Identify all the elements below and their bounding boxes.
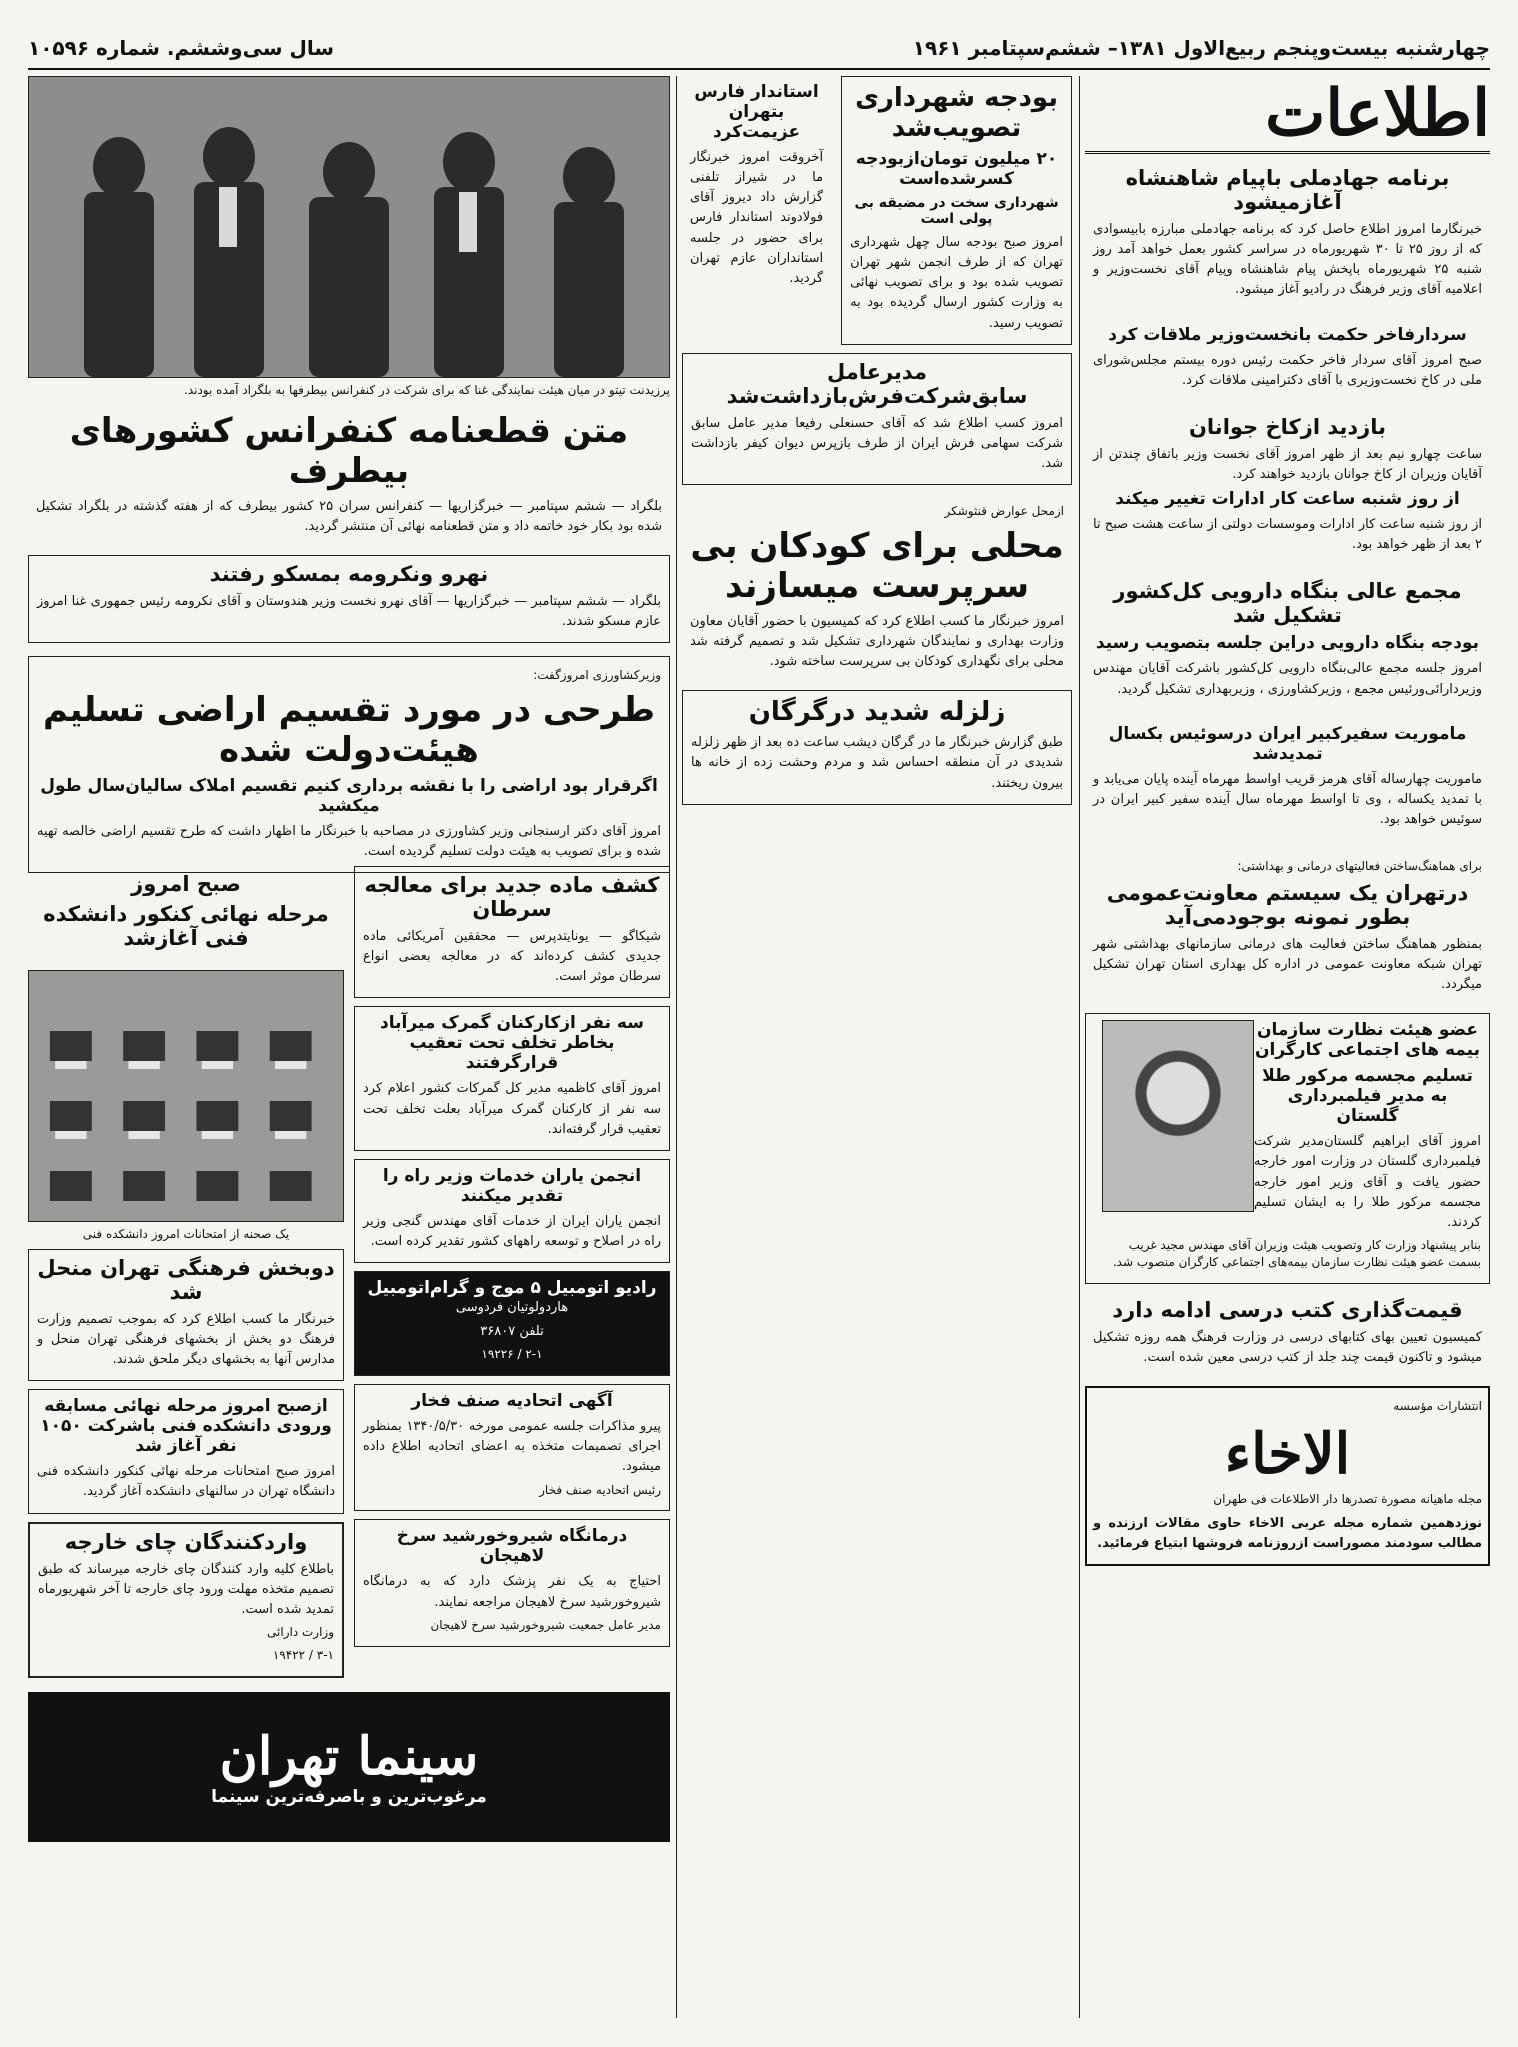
column-middle: [682, 76, 1072, 2018]
top-row: [682, 76, 1072, 353]
article-pharma: [1085, 573, 1490, 709]
headline: متن قطعنامه کنفرانس کشورهای بیطرف: [69, 410, 629, 491]
kicker: برای هماهنگ‌ساختن فعالیتهای درمانی و بهداشتی:: [1237, 859, 1482, 874]
article-school: [28, 1249, 344, 1381]
portrait-photo: [1102, 1020, 1254, 1212]
newspaper-page: [28, 28, 1490, 2018]
article-body: از روز شنبه ساعت کار ادارات وموسسات دولتی از ساعت هشت صبح تا ۲ بعد از ظهر خواهد بود.: [1093, 517, 1482, 553]
article-conference: [28, 405, 670, 547]
headline: دوبخش فرهنگی تهران منحل شد: [37, 1255, 335, 1304]
headline: طرحی در مورد تقسیم اراضی تسلیم هیئت‌دولت شده: [43, 689, 655, 770]
ad-label: انتشارات مؤسسه: [1393, 1398, 1482, 1413]
article-plan: [1085, 160, 1490, 311]
headline: واردکنندگان چای خارجه: [64, 1529, 308, 1554]
headline: بازدید ازکاخ جوانان: [1189, 414, 1386, 439]
column-right: [1085, 76, 1490, 2018]
article-health: [1085, 848, 1490, 1005]
article-body: احتیاج به یک نفر پزشک دارد که به درمانگاه شیروخورشید سرخ لاهیجان مراجعه نمایند.: [363, 1574, 661, 1610]
article-body: طبق گزارش خبرنگار ما در گرگان دیشب ساعت ده بعد از ظهر زلزله شدیدی در آن منطقه احساس شد و مردم وحشت زده از خانه ها بیرون ریختند.: [691, 735, 1063, 791]
article-body: شیکاگو — یونایتدپرس — محققین آمریکائی ماده جدیدی کشف کرده‌اند که در معالجه بعضی انواع سرطان موثر است.: [363, 929, 661, 985]
subheadline: ۲۰ میلیون تومان‌ازبودجه کسرشده‌است: [855, 149, 1058, 189]
headline: مرحله نهائی کنکور دانشکده فنی آغازشد: [43, 902, 329, 950]
article-body: کمیسیون تعیین بهای کتابهای درسی در وزارت فرهنگ همه روزه تشکیل میشود و تاکنون قیمت چند جلد از کتب درسی معین شده است.: [1093, 1329, 1482, 1365]
top-bar: [28, 28, 1490, 70]
article-ceo: [682, 353, 1072, 485]
article-body: خبرنگار ما کسب اطلاع کرد که بموجب تصمیم وزارت فرهنگ دو بخش از بخشهای فرهنگی تهران منحل و مدارس آنها به بخشهای دیگر ملحق شدند.: [37, 1311, 335, 1368]
lower-section: [28, 866, 670, 1842]
ad-shop: هاردولوتیان فردوسی: [455, 1300, 569, 1316]
photo-exam: [28, 970, 344, 1222]
deck: شهرداری سخت در مضیقه بی پولی است: [854, 195, 1059, 227]
ad-title: سینما تهران: [219, 1726, 479, 1788]
photo-exam-hall: [29, 971, 343, 1221]
article-nehru: [28, 555, 670, 643]
headline: مدیرعامل سابق‌شرکت‌فرش‌بازداشت‌شد: [726, 359, 1028, 408]
article-envoy: [1085, 718, 1490, 840]
article-entrance: [28, 1389, 344, 1513]
article-body: امروز جلسه مجمع عالی‌بنگاه دارویی کل‌کشور باشرکت آقایان‌ مهندس وزیردارائی‌ورئیس‌ مجمع ، وزیرکشاورزی ، وزیربهداری تشکیل گردید.: [1093, 661, 1482, 697]
article-budget: [841, 76, 1072, 345]
article-kids: [682, 493, 1072, 682]
article-body: ماموریت چهارساله آقای هرمز قریب اواسط مهرماه آینده پایان می‌یابد و با تمدید یکساله ، وی تا اواسط مهرماه سال آینده سفیر کبیر ایران در سوئیس خواهد بود.: [1093, 771, 1482, 827]
article-governor: [682, 76, 831, 345]
notice-code: ۳-۱ / ۱۹۴۲۲: [272, 1647, 334, 1662]
article-body: ساعت چهارو نیم بعد از ظهر امروز آقای نخست وزیر باتفاق چندتن از آقایان وزیران از کاخ جوانان بازدید خواهند کرد.: [1093, 446, 1482, 482]
article-body: انجمن یاران ایران از خدمات آقای مهندس گنجی وزیر راه در اصلاح و توسعه راههای کشور تقدیر کرده است.: [363, 1213, 661, 1249]
article-services: [354, 1159, 670, 1263]
photo-tito: [28, 76, 670, 378]
headline: درتهران یک سیستم معاونت‌عمومی بطور نمونه بوجودمی‌آید: [1106, 880, 1469, 929]
article-body: بمنظور هماهنگ ساختن فعالیت های درمانی سازمانهای بهداشتی شهر تهران شبکه معاونت عمومی در اداره کل بهداری استان تهران تشکیل میگردد.: [1093, 936, 1482, 993]
ad-body: نوزدهمین شماره مجله عربی الاخاء حاوی مقالات ارزنده و مطالب سودمند مصوراست ازروزنامه فروشها ابتیاع فرمائید.: [1093, 1515, 1482, 1551]
ad-code: ۲-۱ / ۱۹۲۲۶: [481, 1347, 543, 1362]
headline: قیمت‌گذاری کتب درسی ادامه دارد: [1112, 1297, 1463, 1322]
article-cancer: [354, 866, 670, 998]
signature: مدیر عامل جمعیت شیروخورشید سرخ لاهیجان: [430, 1617, 661, 1632]
article-body: باطلاع کلیه وارد کنندگان چای خارجه میرساند که طبق تصمیم متخذه مهلت ورود چای خارجه تا آخر شهریورماه تمدید شده است.: [38, 1561, 334, 1617]
ad-title: رادیو اتومبیل ۵ موج و گرام‌اتومبیل: [367, 1278, 657, 1299]
ad-title: الاخاء: [1224, 1420, 1351, 1487]
headline: انجمن یاران خدمات وزیر راه را تقدیر میکنند: [382, 1165, 642, 1206]
signature: وزارت دارائی: [267, 1624, 334, 1639]
ad-phone: تلفن ۳۶۸۰۷: [480, 1324, 544, 1340]
ad-tagline: مجله ماهیانه مصورة تصدرها دار الاطلاعات فی طهران: [1213, 1491, 1482, 1506]
headline: ماموریت سفیرکبیر ایران درسوئیس بکسال تمدیدشد: [1108, 723, 1467, 764]
article-quake: [682, 690, 1072, 804]
lower-row: [28, 866, 670, 1686]
article-sardar: [1085, 319, 1490, 401]
ad-tagline: مرغوب‌ترین و باصرفه‌ترین سینما: [211, 1787, 487, 1808]
article-body: امروز آقای کاظمیه مدیر کل گمرکات کشور اعلام کرد سه نفر از کارکنان گمرک میرآباد بعلت تخلف تحت تعقیب قرار گرفته‌اند.: [363, 1081, 661, 1137]
headline: عضو هیئت نظارت سازمان بیمه های اجتماعی کارگران: [1254, 1020, 1480, 1061]
subheadline: از روز شنبه ساعت کار ادارات تغییر میکند: [1115, 489, 1460, 510]
headline: ازصبح امروز مرحله نهائی مسابقه ورودی دانشکده فنی باشرکت ۱۰۵۰ نفر آغاز شد: [40, 1396, 332, 1457]
photo-caption: پرزیدنت تیتو در میان هیئت نمایندگی غنا که برای شرکت در کنفرانس بیطرفها به بلگراد آمده بودند.: [184, 383, 670, 397]
article-body: امروز آقای ابراهیم گلستان‌مدیر شرکت فیلمبرداری گلستان در وزارت امور خارجه حضور یافت و آقای وزیر امور خارجه مجسمه مرکور طلا را به ایشان تسلیم کردند.: [1254, 1134, 1481, 1230]
ad-radio: [354, 1271, 670, 1376]
article-body: صبح امروز آقای سردار فاخر حکمت رئیس دوره بیستم مجلس‌شورای ملی در کاخ نخست‌وزیری با آقای دکترامینی ملاقات کرد.: [1093, 352, 1482, 388]
notice-bakers: [354, 1384, 670, 1511]
article-body: بلگراد — ششم سپتامبر — خبرگزاریها — کنفرانس سران ۲۵ کشور بیطرف که از هفته گذشته در بلگراد تشکیل شده بود بکار خود خاتمه داد و متن قطعنامه نهائی آن منتشر گردید.: [36, 498, 663, 534]
headline: مجمع عالی بنگاه دارویی کل‌کشور تشکیل شد: [1113, 579, 1462, 628]
ad-cinema: [28, 1692, 670, 1842]
article-insurance: [1085, 1013, 1490, 1283]
kicker: صبح امروز: [131, 872, 241, 896]
headline: محلی برای کودکان بی سرپرست میسازند: [690, 525, 1064, 606]
headline: بودجه شهرداری تصویب‌شد: [855, 83, 1058, 143]
article-body: بلگراد — ششم سپتامبر — خبرگزاریها — آقای نهرو نخست وزیر هندوستان و آقای نکرومه رئیس جمهوری غنا امروز عازم مسکو شدند.: [37, 594, 661, 630]
headline: کشف ماده جدید برای معالجه سرطان: [364, 873, 660, 921]
article-palace: [1085, 409, 1490, 566]
signature: رئیس اتحادیه صنف فخار: [539, 1482, 661, 1497]
issue-number: سال سی‌وششم. شماره ۱۰۵۹۶: [28, 36, 335, 60]
article-body: امروز صبح امتحانات مرحله نهائی کنکور دانشکده فنی دانشگاه تهران در سالنهای دانشکده آغاز گردید.: [37, 1464, 335, 1500]
photo-figures: [29, 77, 669, 377]
subheadline: بودجه بنگاه دارویی دراین جلسه بتصویب رسید: [1095, 633, 1480, 654]
headline: زلزله شدید درگرگان: [748, 697, 1006, 728]
column-rule: [676, 76, 677, 2018]
article-body: پیرو مذاکرات جلسه عمومی مورخه ۱۳۴۰/۵/۳۰ بمنظور اجرای تصمیمات متخذه به اعضای اتحادیه اطلاع داده میشود.: [363, 1419, 661, 1475]
column-rule: [1079, 76, 1080, 2018]
portrait-caption: بنابر پیشنهاد وزارت کار وتصویب هیئت وزیران آقای مهندس مجید غریب بسمت عضو هیئت نظارت سازمان بیمه‌های اجتماعی کارگران منصوب شد.: [1112, 1238, 1481, 1269]
notice-tea: [28, 1522, 344, 1678]
article-body: امروز صبح بودجه سال چهل شهرداری تهران که از طرف انجمن شهر تهران تصویب شده بود و برای تصویب نهائی به وزارت کشور ارسال گردیده بود به تصویب رسید.: [850, 235, 1063, 331]
kicker: وزیرکشاورزی امروزگفت:: [533, 668, 661, 682]
lower-left-col: [28, 866, 344, 1686]
article-body: آخروقت امروز خبرنگار ما در شیراز تلفنی گزارش داد دیروز آقای فولادوند استاندار فارس برای حضور در جلسه استانداران عازم تهران گردید.: [690, 150, 824, 286]
headline: درمانگاه شیروخورشید سرخ لاهیجان: [396, 1526, 628, 1567]
headline: استاندار فارس بتهران عزیمت‌کرد: [694, 82, 819, 142]
headline: سردارفاخر حکمت بانخست‌وزیر ملاقات کرد: [1108, 324, 1467, 345]
headline: برنامه جهاد‌ملی باپیام شاهنشاه آغازمیشود: [1125, 166, 1450, 214]
kicker: ازمحل عوارض قنثوشکر: [944, 504, 1064, 519]
headline: سه نفر ازکارکنان گمرک میرآباد بخاطر تخلف تحت تعقیب قرارگرفتند: [380, 1013, 644, 1074]
article-body: خبرنگارما امروز اطلاع حاصل کرد که برنامه جهادملی مبارزه بابیسوادی که از روز ۲۵ تا ۳۰ شهریورماه در سراسر کشور بعمل خواهد آمد روز شنبه ۲۵ شهریورماه باپخش پیام شاهنشاه وپیام آقای نخست‌وزیر و اعلامیه آقای وزیر فرهنگ در رادیو آغاز میشود.: [1093, 222, 1483, 298]
article-body: امروز آقای دکتر ارسنجانی وزیر کشاورزی در مصاحبه با خبرنگار ما اظهار داشت که طرح تقسیم اراضی خالصه تهیه شده و برای تصویب به هیئت دولت تسلیم گردیده است.: [37, 823, 661, 859]
article-customs: [354, 1006, 670, 1150]
issue-date: چهارشنبه بیست‌وپنجم ربیع‌الاول ۱۳۸۱– ششم‌سپتامبر ۱۹۶۱: [912, 36, 1490, 60]
headline: آگهی اتحادیه صنف فخار: [411, 1391, 613, 1412]
subheadline: اگرقرار بود اراضی را با نقشه برداری کنیم تقسیم املاک سالیان‌سال طول میکشید: [40, 775, 658, 816]
ad-ikha: [1085, 1386, 1490, 1566]
article-body: امروز کسب اطلاع شد که آقای حسنعلی رفیعا مدیر عامل سابق شرکت سهامی فرش ایران از طرف بازپرس دیوان کیفر بازداشت شد.: [691, 415, 1063, 471]
column-left: [28, 76, 670, 2018]
lower-right-col: [354, 866, 670, 1686]
masthead: اطلاعات: [1085, 76, 1490, 154]
article-land: [28, 656, 670, 873]
article-books: [1085, 1292, 1490, 1378]
headline: نهرو ونکرومه بمسکو رفتند: [209, 562, 489, 587]
headline: تسلیم مجسمه مرکور طلا به مدیر فیلمبرداری گلستان: [1262, 1066, 1473, 1127]
article-body: امروز خبرنگار ما کسب اطلاع کرد که کمیسیون با حضور آقایان معاون وزارت بهداری و نمایندگان شهرداری تشکیل شد و تصمیم گرفته شد محلی برای نگهداری کودکان بی سرپرست ساخته شود.: [690, 613, 1064, 670]
article-morning: [28, 866, 344, 962]
notice-clinic: [354, 1519, 670, 1646]
photo-caption: یک صحنه از امتحانات امروز دانشکده فنی: [82, 1227, 290, 1241]
